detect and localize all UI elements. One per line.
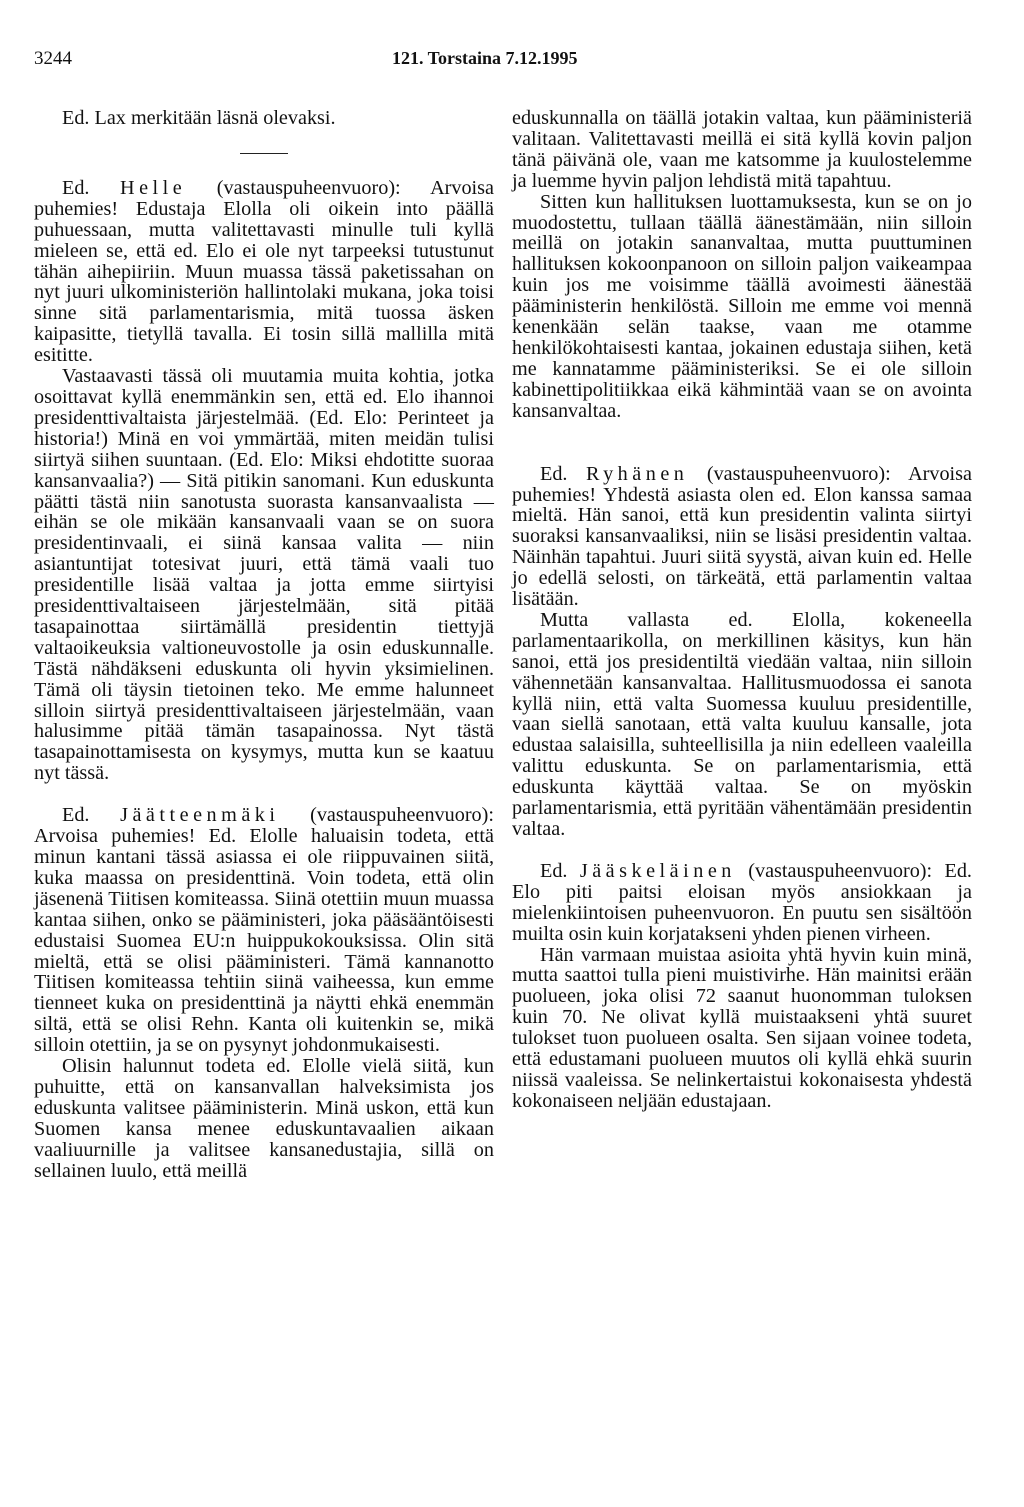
attendance-note: Ed. Lax merkitään läsnä olevaksi.	[62, 107, 336, 129]
paragraph: Olisin halunnut todeta ed. Elolle vielä siitä, kun puhuitte, että on kansanvallan halveksimista jos eduskunta valitsee pääministerin. Minä uskon, että kun Suomen kansa menee eduskuntavaalien aikaan vaaliuurnille ja valitsee kansanedustajia, sillä on sellainen luulo, että meillä	[34, 1055, 494, 1182]
paragraph: Sitten kun hallituksen luottamuksesta, kun se on jo muodostettu, tullaan täällä äänestämään, niin silloin meillä on jotakin sananvaltaa, mutta puuttuminen hallituksen kokoonpanoon on silloin paljon vaikeampaa kuin jos me voisimme täällä avoimesti äänestää pääministerin henkilöstä. Silloin me emme voi mennä kenenkään selän taakse, vaan me otamme henkilökohtaisesti kantaa, jokainen edustaja siihen, ketä me kannatamme pääministeriksi. Se ei ole silloin kabinettipolitiikkaa eikä kähmintää vaan se on avointa kansanvaltaa.	[512, 190, 972, 422]
page-number: 3244	[34, 48, 72, 69]
spacer	[34, 784, 494, 805]
speaker-prefix: Ed.	[540, 859, 580, 882]
speech-text: (vastauspuheenvuoro): Arvoisa puhemies! Edustaja Elolla oli oikein into päällä puhuessaan, mutta valitettavasti minulle tuli kyllä mieleen se, että ed. Elo ei ole nyt tarpeeksi tutustunut tähän aihepiiriin. Muun muassa tässä paketissahan on nyt juuri ulkoministeriön hallintolaki mukana, joka toisi sinne sitä parlamentarismia, mitä tuossa äsken kaipasitte, tietyllä tavalla. Ei tosin sillä mallilla mitä esititte.	[34, 176, 494, 367]
paragraph: Mutta vallasta ed. Elolla, kokeneella parlamentaarikolla, on merkillinen käsitys, kun hän sanoi, että jos presidentiltä viedään valtaa, niin silloin vähennetään kansanvaltaa. Hallitusmuodossa ei sanota kyllä niin, että valta Suomessa kuuluu presidentille, vaan siellä sanotaan, että valta kuuluu kansalle, jota edustaa salaisilla, suhteellisilla ja niin edelleen vaaleilla valittu eduskunta. Se on parlamentarismia, että eduskunta käyttää valtaa. Se on myöskin parlamentarismia, että pyritään vähentämään presidentin valtaa.	[512, 608, 972, 840]
speaker-name: Jääskeläinen	[579, 859, 736, 882]
spacer	[512, 840, 972, 861]
page-header	[34, 48, 968, 76]
speaker-name: Jäätteenmäki	[120, 804, 280, 827]
left-column	[34, 108, 494, 1182]
speaker-name: Helle	[120, 176, 187, 199]
speech-text: (vastauspuheenvuoro): Arvoisa puhemies! Ed. Elolle haluaisin todeta, että minun kantani tässä asiassa ei ole riippuvainen siitä, kuka maassa on presidenttinä. Voin todeta, että olin jäsenenä Tiitisen komiteassa. Siinä otettiin muun muassa kantaa siihen, onko se pääministeri, joka pääsääntöisesti edustaisi Suomea EU:n huippukokouksissa. Olin sitä mieltä, että se olisi pääministeri. Tämä kannanotto Tiitisen komiteassa tehtiin siinä vaiheessa, kun emme tienneet kuka on presidenttinä ja näytti ehkä enemmän siltä, että se olisi Rehn. Kanta oli kuitenkin se, mikä silloin otettiin, ja se on pysynyt johdonmukaisesti.	[34, 804, 494, 1057]
speaker-name: Ryhänen	[585, 462, 689, 485]
speech-text: (vastauspuheenvuoro): Arvoisa puhemies! Yhdestä asiasta olen ed. Elon kanssa samaa mieltä. Hän sanoi, että kun presidentin valinta siirtyi suoraksi kansanvaaliksi, niin se lisäsi presidentin valtaa. Näinhän tapahtui. Juuri siitä syystä, aivan kuin ed. Helle jo edellä selosti, on tärkeätä, että parlamentin valtaa lisätään.	[512, 462, 972, 611]
paragraph: Hän varmaan muistaa asioita yhtä hyvin kuin minä, mutta saattoi tulla pieni muistivirhe. Hän mainitsi erään puolueen, joka olisi 72 saanut huonomman tuloksen kuin 70. Ne olivat kyllä muistaakseni yhtä suuret tulokset tuon puolueen osalta. Sen sijaan voinee todeta, että edustamani puolueen muutos oli kyllä ehkä suurin niissä vaaleissa. Se nelinkertaistui kokonaisesta yhdestä kokonaiseen neljään edustajaan.	[512, 943, 972, 1112]
speech-jaaskelainen	[512, 861, 972, 945]
issue-title: 121. Torstaina 7.12.1995	[392, 48, 578, 68]
speaker-prefix: Ed.	[540, 462, 586, 485]
speaker-prefix: Ed.	[62, 804, 121, 827]
spacer	[512, 422, 972, 464]
speech-helle	[34, 178, 494, 366]
speech-ryhanen	[512, 464, 972, 610]
speech-text: (vastauspuheenvuoro): Ed. Elo piti paitsi eloisan myös ansiokkaan ja mielenkiintoisen puheenvuoron. En puutu sen sisältöön muilta osin kuin korjatakseni yhden pienen virheen.	[512, 859, 972, 945]
speaker-prefix: Ed.	[62, 176, 121, 199]
paragraph: Vastaavasti tässä oli muutamia muita kohtia, jotka osoittavat kyllä enemmänkin sen, että ed. Elo ihannoi presidenttivaltaista järjestelmää. (Ed. Elo: Perinteet ja historia!) Minä en voi ymmärtää, miten meidän tulisi siirtyä siihen suuntaan. (Ed. Elo: Miksi ehdotitte suoraa kansanvaalia?) — Sitä pitikin sanomani. Kun eduskunta päätti tästä niin sanotusta suorasta kansanvaalista — eihän se ole mikään kansanvaali vaan se on suora presidentinvaali, ei siinä kansaa valita — niin asiantuntijat totesivat juuri, että tämä vaali tuo presidentille lisää valtaa ja jotta emme siirtyisi presidenttivaltaiseen järjestelmään, sitä pitää tasapainottaa siirtämällä presidentin tiettyjä valtaoikeuksia valtioneuvostolle ja osin eduskunnalle. Tästä nähdäkseni eduskunta oli hyvin yksimielinen. Tämä oli täysin tietoinen teko. Me emme halunneet silloin siirtyä presidenttivaltaiseen järjestelmään, vaan halusimme pitää tämän tasapainossa. Nyt tästä tasapainottamisesta on kysymys, mutta kun se kaatuu nyt tässä.	[34, 365, 494, 785]
paragraph: eduskunnalla on täällä jotakin valtaa, kun pääministeriä valitaan. Valitettavasti meillä ei sitä kyllä kovin paljon tänä päivänä ole, vaan me katsomme ja kuulostelemme ja luemme hyvin paljon lehdistä mitä tapahtuu.	[512, 107, 972, 192]
speech-jaatteenmaki	[34, 805, 494, 1056]
section-divider	[240, 153, 288, 154]
right-column	[512, 108, 972, 1112]
